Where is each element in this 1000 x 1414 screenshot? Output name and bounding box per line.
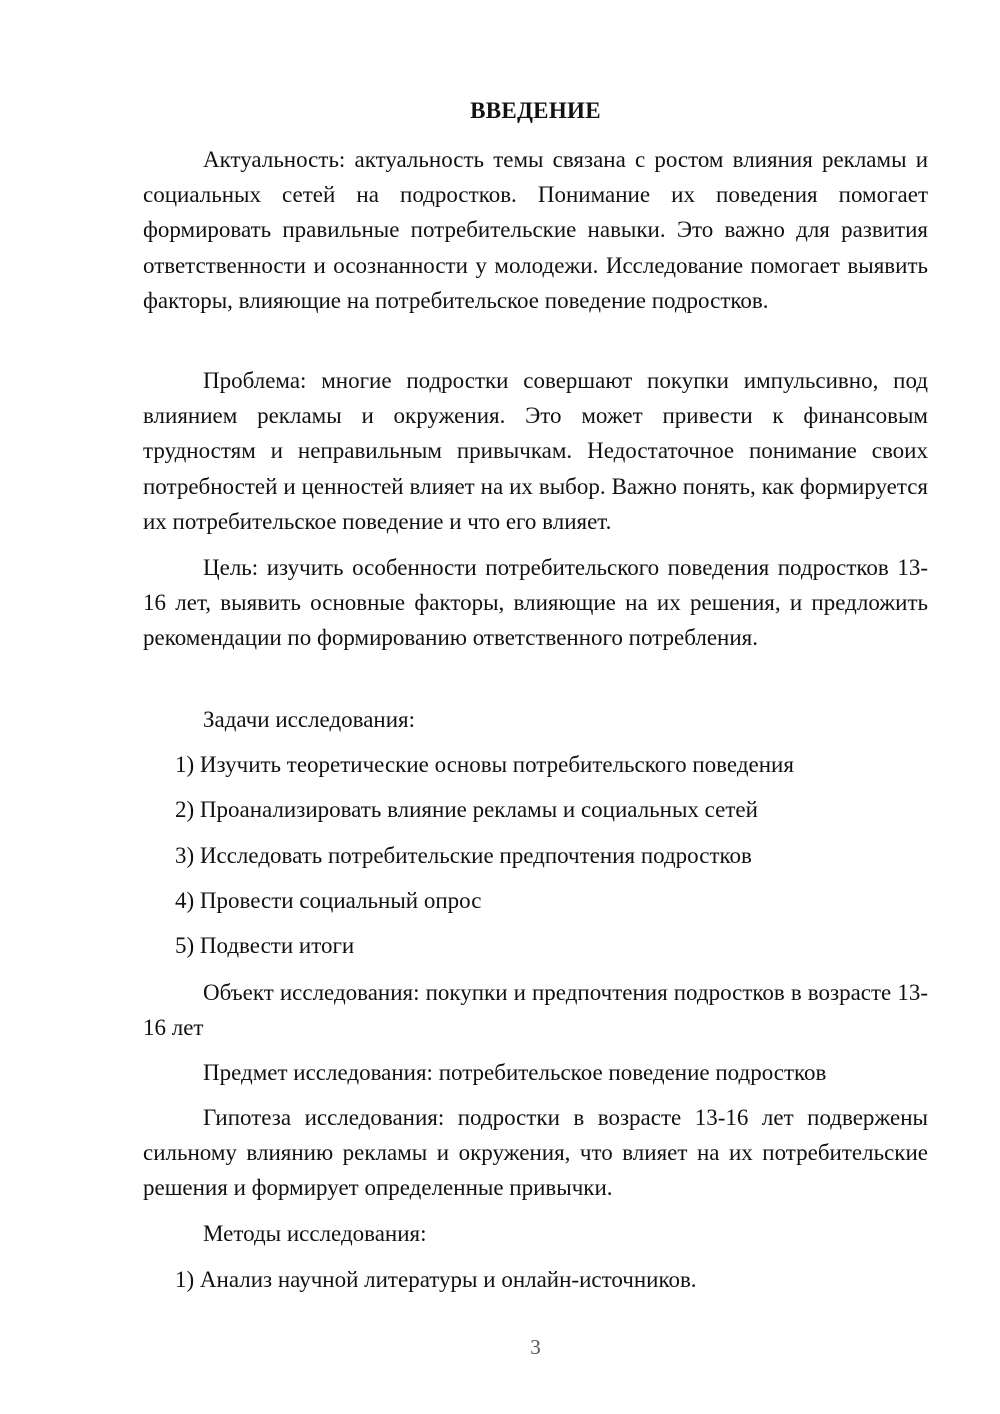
- tasks-title: Задачи исследования:: [203, 707, 416, 732]
- paragraph-object: Объект исследования: покупки и предпочтения подростков в возрасте 13-16 лет: [143, 980, 928, 1041]
- page-number: 3: [530, 1335, 541, 1359]
- list-item: 5) Подвести итоги: [175, 933, 355, 958]
- paragraph-hypothesis: Гипотеза исследования: подростки в возрасте 13-16 лет подвержены сильному влиянию рекламы и окружения, что влияет на их потребительские решения и формирует определенные привычки.: [143, 1105, 928, 1201]
- list-item: 1) Изучить теоретические основы потребительского поведения: [175, 752, 794, 777]
- page-title: ВВЕДЕНИЕ: [470, 98, 601, 123]
- paragraph-goal: Цель: изучить особенности потребительского поведения подростков 13-16 лет, выявить основные факторы, влияющие на их решения, и предложить рекомендации по формированию ответственного потребления.: [143, 555, 928, 651]
- document-page: [143, 0, 928, 1414]
- paragraph-problem: Проблема: многие подростки совершают покупки импульсивно, под влиянием рекламы и окружения. Это может привести к финансовым трудностям и неправильным привычкам. Недостаточное понимание своих потребностей и ценностей влияет на их выбор. Важно понять, как формируется их потребительское поведение и что его влияет.: [143, 368, 928, 534]
- paragraph-subject: Предмет исследования: потребительское поведение подростков: [203, 1060, 827, 1085]
- list-item: 3) Исследовать потребительские предпочтения подростков: [175, 843, 752, 868]
- list-item: 1) Анализ научной литературы и онлайн-источников.: [175, 1267, 697, 1292]
- list-item: 4) Провести социальный опрос: [175, 888, 482, 913]
- paragraph-relevance: Актуальность: актуальность темы связана с ростом влияния рекламы и социальных сетей на подростков. Понимание их поведения помогает формировать правильные потребительские навыки. Это важно для развития ответственности и осознанности у молодежи. Исследование помогает выявить факторы, влияющие на потребительское поведение подростков.: [143, 147, 928, 313]
- methods-title: Методы исследования:: [203, 1221, 427, 1246]
- list-item: 2) Проанализировать влияние рекламы и социальных сетей: [175, 797, 758, 822]
